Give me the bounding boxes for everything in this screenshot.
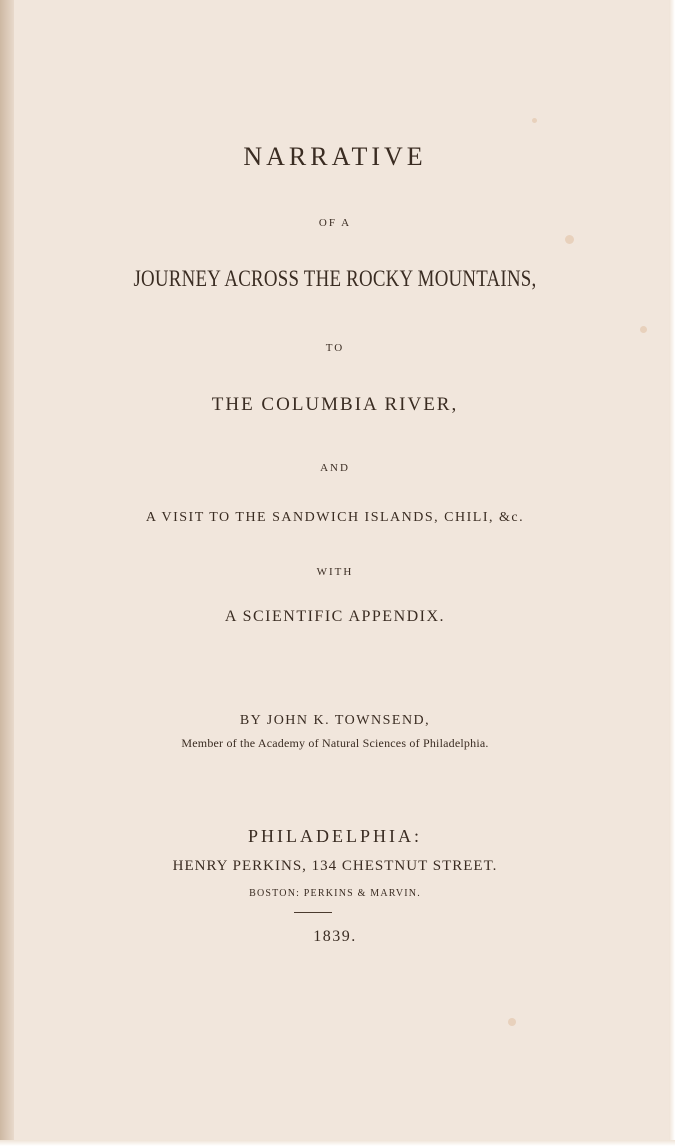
imprint-boston: BOSTON: PERKINS & MARVIN. bbox=[249, 888, 421, 899]
imprint-rule bbox=[294, 912, 332, 913]
book-title: NARRATIVE bbox=[243, 142, 427, 171]
foxing-spot bbox=[508, 1018, 516, 1026]
imprint-city: PHILADELPHIA: bbox=[248, 826, 422, 846]
imprint-year: 1839. bbox=[313, 928, 357, 945]
connector-with: WITH bbox=[316, 566, 354, 578]
connector-of-a: OF A bbox=[318, 217, 352, 229]
connector-and: AND bbox=[320, 462, 350, 474]
gutter-shadow bbox=[0, 0, 14, 1146]
foxing-spot bbox=[532, 118, 537, 123]
connector-to: TO bbox=[325, 342, 345, 354]
foxing-spot bbox=[640, 326, 647, 333]
author-line: BY JOHN K. TOWNSEND, bbox=[239, 713, 431, 728]
subtitle-journey: JOURNEY ACROSS THE ROCKY MOUNTAINS, bbox=[133, 266, 537, 291]
foxing-spot bbox=[565, 235, 574, 244]
page-edge-bottom bbox=[0, 1140, 675, 1146]
page-edge-right bbox=[669, 0, 675, 1146]
imprint-publisher: HENRY PERKINS, 134 CHESTNUT STREET. bbox=[172, 858, 498, 874]
subtitle-visit: A VISIT TO THE SANDWICH ISLANDS, CHILI, &c. bbox=[145, 510, 525, 525]
subtitle-appendix: A SCIENTIFIC APPENDIX. bbox=[224, 608, 446, 625]
author-affiliation: Member of the Academy of Natural Sciences of Philadelphia. bbox=[181, 736, 489, 750]
subtitle-columbia-river: THE COLUMBIA RIVER, bbox=[211, 394, 459, 415]
